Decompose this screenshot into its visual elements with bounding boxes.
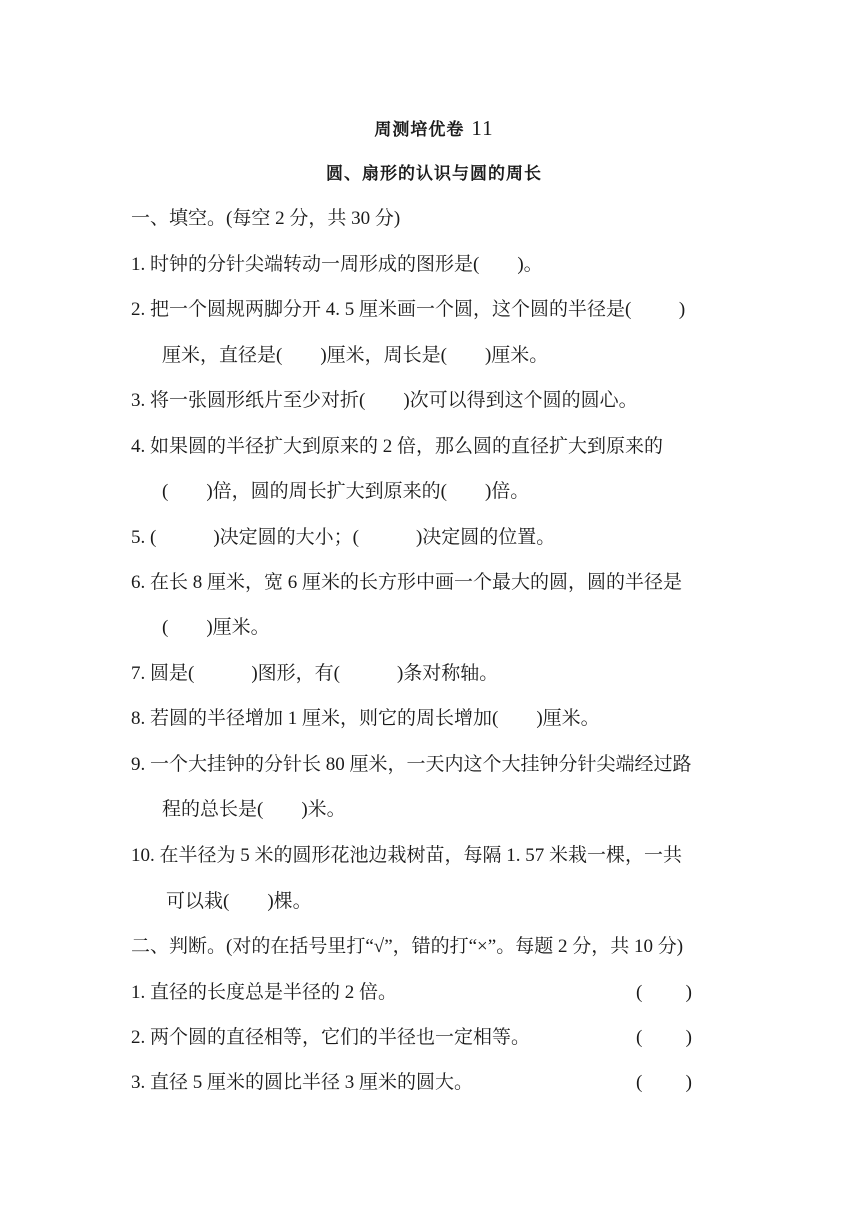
fill-question-9: 9. 一个大挂钟的分针长 80 厘米，一天内这个大挂钟分针尖端经过路 xyxy=(131,754,692,775)
fill-question-8: 8. 若圆的半径增加 1 厘米，则它的周长增加( )厘米。 xyxy=(131,708,600,729)
judge-question-2: 2. 两个圆的直径相等，它们的半径也一定相等。 xyxy=(131,1027,531,1048)
page-title xyxy=(0,116,868,142)
fill-question-2-cont: 厘米，直径是( )厘米，周长是( )厘米。 xyxy=(162,345,549,366)
answer-parentheses[interactable] xyxy=(636,1026,692,1050)
page-subtitle: 圆、扇形的认识与圆的周长 xyxy=(326,164,542,184)
fill-question-2: 2. 把一个圆规两脚分开 4. 5 厘米画一个圆，这个圆的半径是( ) xyxy=(131,299,686,320)
paren-close: ) xyxy=(685,982,692,1003)
paren-close: ) xyxy=(685,1027,692,1048)
paren-open: ( xyxy=(636,1072,643,1093)
fill-question-1: 1. 时钟的分针尖端转动一周形成的图形是( )。 xyxy=(131,254,543,275)
paren-close: ) xyxy=(685,1072,692,1093)
fill-question-6-cont: ( )厘米。 xyxy=(162,617,270,638)
fill-question-7: 7. 圆是( )图形，有( )条对称轴。 xyxy=(131,663,499,684)
section2-heading: 二、判断。(对的在括号里打“√”，错的打“×”。每题 2 分，共 10 分) xyxy=(131,936,684,957)
paren-open: ( xyxy=(636,982,643,1003)
section1-heading: 一、填空。(每空 2 分，共 30 分) xyxy=(131,208,401,229)
fill-question-6: 6. 在长 8 厘米，宽 6 厘米的长方形中画一个最大的圆，圆的半径是 xyxy=(131,572,683,593)
fill-question-4: 4. 如果圆的半径扩大到原来的 2 倍，那么圆的直径扩大到原来的 xyxy=(131,436,664,457)
paren-open: ( xyxy=(636,1027,643,1048)
fill-question-10-cont: 可以栽( )棵。 xyxy=(166,891,312,912)
fill-question-9-cont: 程的总长是( )米。 xyxy=(162,799,346,820)
judge-question-1: 1. 直径的长度总是半径的 2 倍。 xyxy=(131,982,398,1003)
answer-parentheses[interactable] xyxy=(636,981,692,1005)
title-number: 11 xyxy=(471,116,494,140)
fill-question-4-cont: ( )倍，圆的周长扩大到原来的( )倍。 xyxy=(162,481,530,502)
fill-question-3: 3. 将一张圆形纸片至少对折( )次可以得到这个圆的圆心。 xyxy=(131,390,638,411)
answer-parentheses[interactable] xyxy=(636,1071,692,1095)
fill-question-10: 10. 在半径为 5 米的圆形花池边栽树苗，每隔 1. 57 米栽一棵，一共 xyxy=(131,845,683,866)
title-text: 周测培优卷 xyxy=(374,120,472,140)
judge-question-3: 3. 直径 5 厘米的圆比半径 3 厘米的圆大。 xyxy=(131,1072,474,1093)
fill-question-5: 5. ( )决定圆的大小；( )决定圆的位置。 xyxy=(131,527,556,548)
